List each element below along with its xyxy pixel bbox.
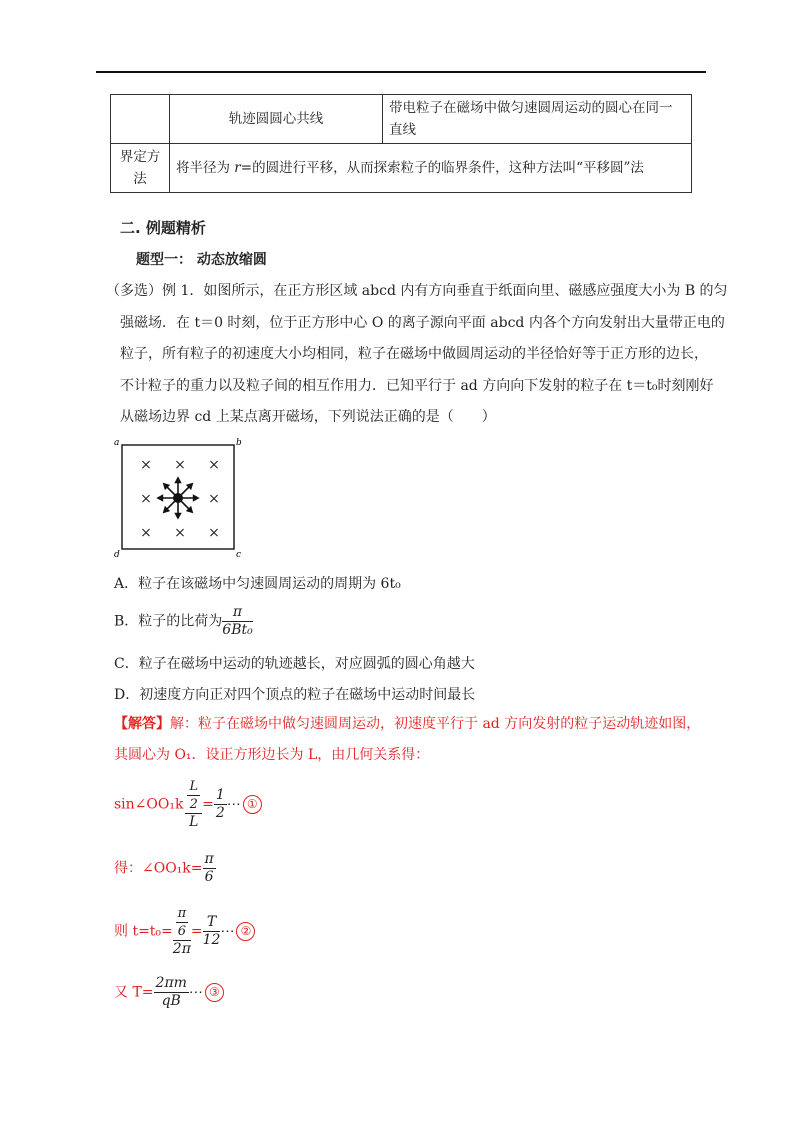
corner-a-label: a [114,438,120,448]
circled-number: ② [236,922,255,941]
frac-denominator: L [189,814,199,830]
answer-tag: 【解答】 [114,716,170,732]
problem-line: 从磁场边界 cd 上某点离开磁场，下列说法正确的是（ ） [120,409,496,425]
corner-b-label: b [236,438,242,448]
eq-lhs: sin∠OO₁k [114,796,184,813]
frac-denominator: 2 [215,805,225,821]
eq-fraction [154,975,189,1010]
eq-sign: = [161,923,173,940]
header-rule [96,71,706,73]
answer-line-2: 其圆心为 O₁．设正方形边长为 L，由几何关系得： [114,747,430,763]
frac-denominator: 6 [177,924,186,939]
table-row [111,144,692,193]
table-cell: 界定方法 [111,144,170,193]
corner-c-label: c [236,550,242,557]
eq-lhs: 得：∠OO₁k= [114,860,203,877]
arrow-head [176,514,181,518]
frac-denominator: 2π [172,941,191,957]
circled-number: ③ [205,983,224,1002]
equation-1 [114,778,262,831]
field-x-mark: × [208,491,220,507]
field-x-mark: × [174,525,186,541]
eq-fraction [173,905,191,958]
problem-line: 强磁场．在 t＝0 时刻，位于正方形中心 O 的离子源向平面 abcd 内各个方向发射出大量带正电的 [120,314,725,331]
field-x-mark: × [140,457,152,473]
eq-fraction [185,778,202,831]
cell-text: = [240,160,253,176]
equation-2 [114,851,216,886]
frac-denominator: 2 [189,797,198,812]
problem-line: 粒子，所有粒子的初速度大小均相同，粒子在磁场中做圆周运动的半径恰好等于正方形的边长， [120,346,708,362]
magnetic-field-figure [112,437,248,557]
field-x-mark: × [140,525,152,541]
option-b-label: B．粒子的比荷为 [114,613,223,630]
section-title: 二. 例题精析 [120,219,206,237]
eq-sign: = [202,796,214,813]
frac-numerator [185,778,202,814]
eq-fraction [203,914,221,949]
frac-numerator: π [177,906,187,921]
frac-numerator [173,905,191,941]
table-cell [111,95,170,144]
problem-line: （多选）例 1．如图所示，在正方形区域 abcd 内有方向垂直于纸面向里、磁感应强度大小为 B 的匀 [106,283,728,299]
arrow-head [194,496,198,501]
eq-lhs: 则 t=t₀ [114,923,162,940]
option-d: D．初速度方向正对四个顶点的粒子在磁场中运动时间最长 [114,687,476,703]
circled-number: ① [243,795,262,814]
ion-source-center [173,493,183,503]
frac-denominator: 6 [204,869,214,885]
ellipsis: ⋯ [220,923,235,940]
option-c: C．粒子在磁场中运动的轨迹越长，对应圆弧的圆心角越大 [114,656,475,672]
eq-lhs: 又 T= [114,984,154,1001]
table-cell: 轨迹圆圆心共线 [170,95,383,144]
cell-text: 的圆进行平移，从而探索粒子的临界条件，这种方法叫“平移圆”法 [252,160,644,176]
arrow-head [176,478,181,482]
frac-numerator: π [222,604,252,622]
frac-numerator: π [204,851,214,867]
option-b [114,604,253,639]
arrow-head [158,496,162,501]
frac-denominator: 12 [202,932,221,948]
ellipsis: ⋯ [188,984,203,1001]
table-row [111,95,692,144]
problem-line: 不计粒子的重力以及粒子间的相互作用力．已知平行于 ad 方向向下发射的粒子在 t＝t₀时刻刚好 [120,377,714,394]
option-b-fraction [222,604,252,639]
frac-denominator: qB [161,993,181,1009]
eq-fraction [203,851,216,886]
field-x-mark: × [174,457,186,473]
equation-3 [114,905,255,958]
answer-text: 解：粒子在磁场中做匀速圆周运动，初速度平行于 ad 方向发射的粒子运动轨迹如图， [170,716,701,732]
frac-numerator: 2πm [155,975,187,991]
problem-text [106,276,728,434]
frac-numerator: L [189,779,199,794]
answer-line-1 [114,709,700,739]
ellipsis: ⋯ [226,796,241,813]
type-title: 题型一： 动态放缩圆 [136,252,267,268]
field-x-mark: × [140,491,152,507]
eq-fraction [214,787,227,822]
method-table [110,94,692,193]
frac-numerator: 1 [215,787,225,803]
frac-denominator: 6Bt₀ [222,622,253,638]
frac-numerator: T [203,914,221,932]
option-a: A．粒子在该磁场中匀速圆周运动的周期为 6t₀ [114,576,401,592]
table-cell [170,144,692,193]
cell-text: 将半径为 [176,160,235,176]
cell-var: r [234,160,241,176]
field-x-mark: × [208,457,220,473]
table-cell: 带电粒子在磁场中做匀速圆周运动的圆心在同一直线 [383,95,692,144]
field-x-mark: × [208,525,220,541]
eq-sign: = [190,923,203,940]
corner-d-label: d [114,550,120,557]
equation-4 [114,975,224,1010]
